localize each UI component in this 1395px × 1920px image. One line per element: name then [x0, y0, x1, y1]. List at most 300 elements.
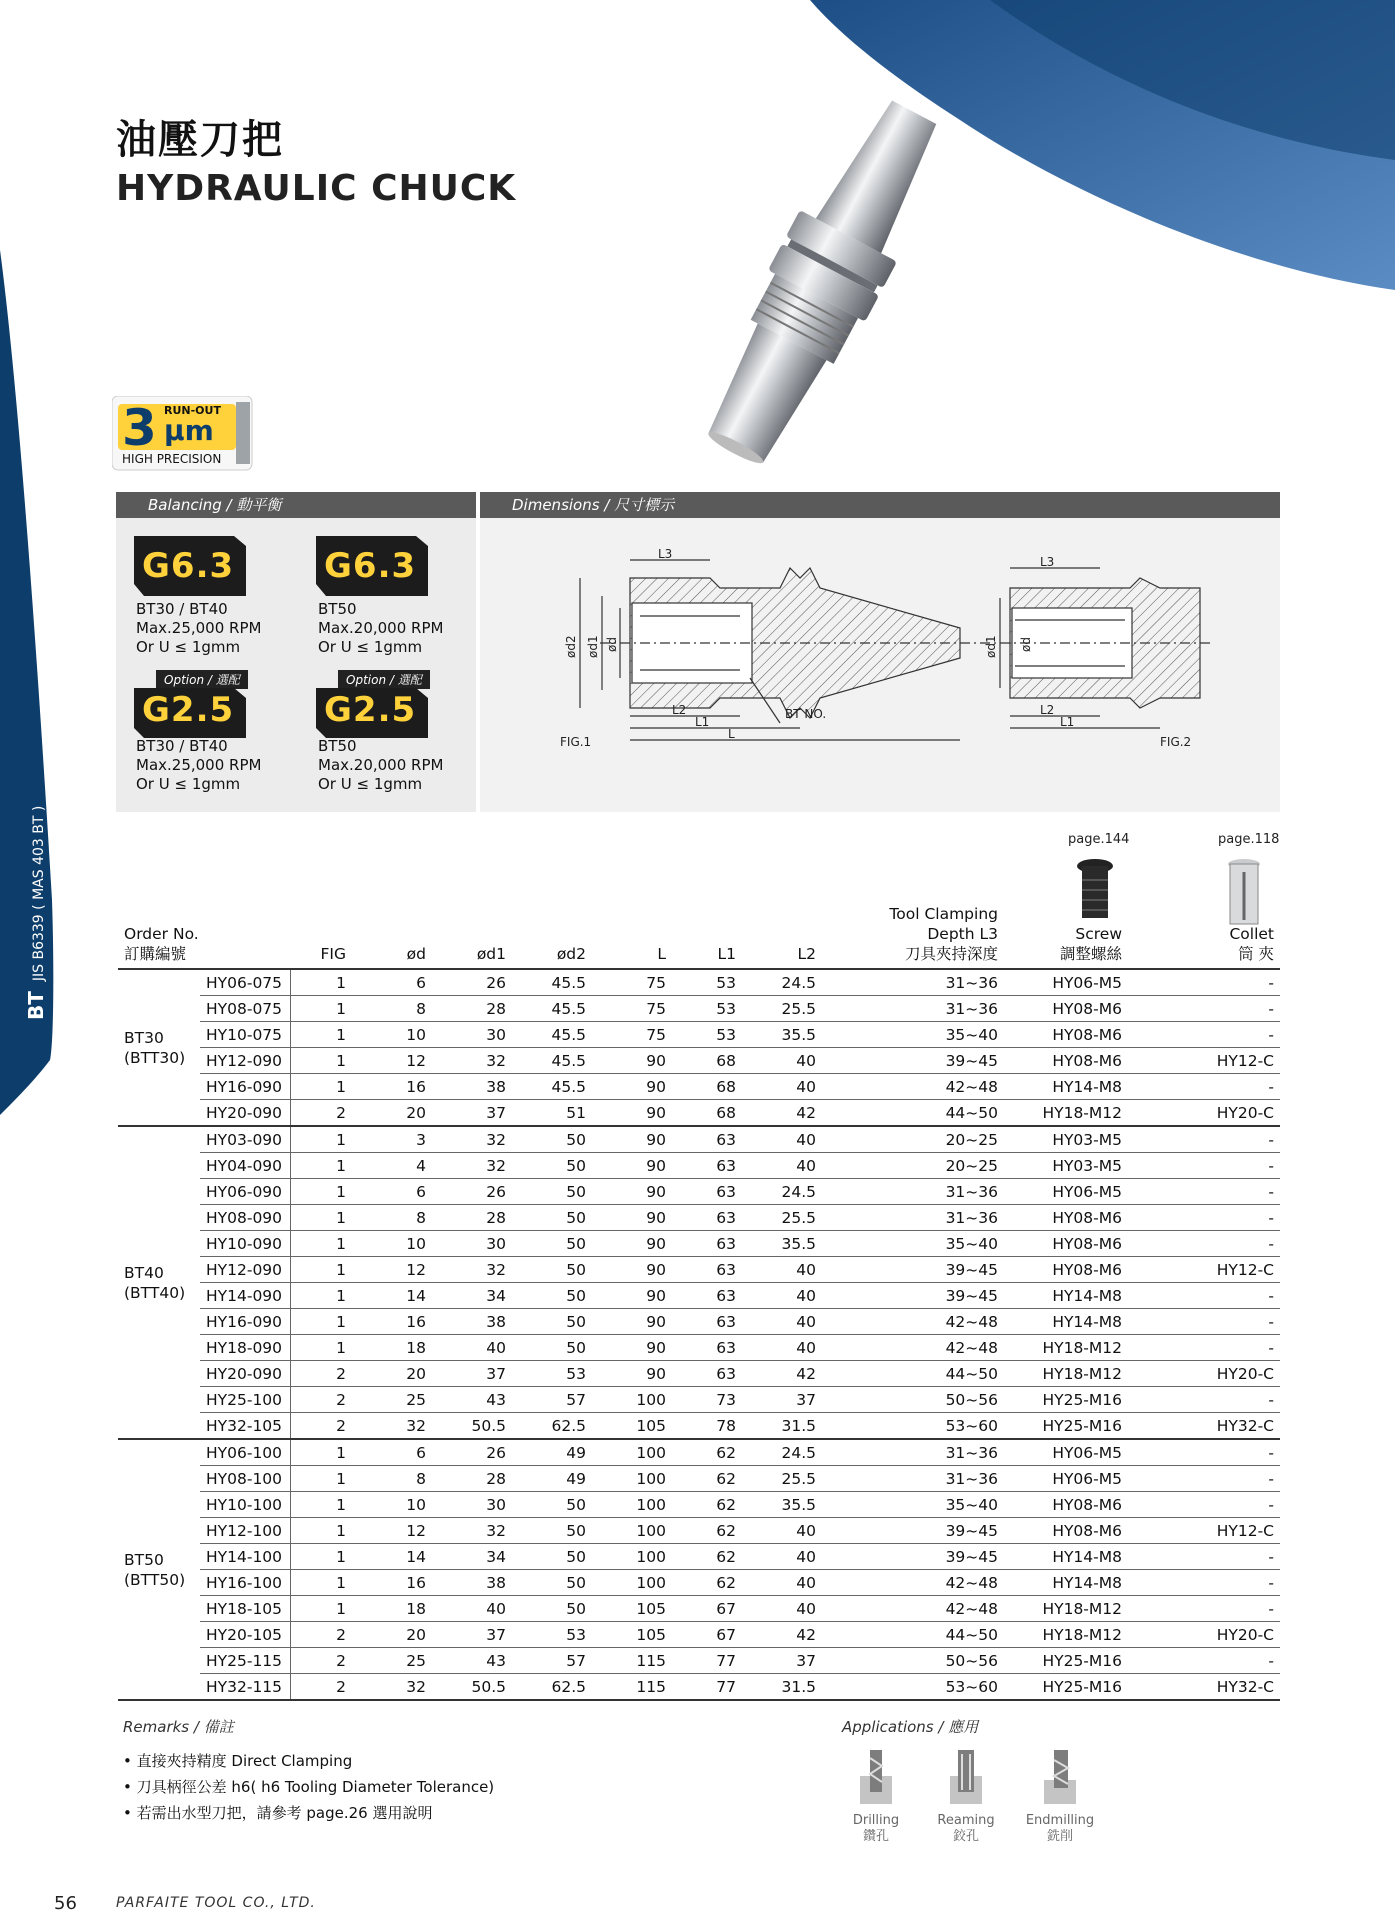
cell-l1: 62: [672, 1544, 742, 1570]
cell-l: 100: [592, 1387, 672, 1413]
cell-screw: HY25-M16: [1004, 1648, 1128, 1674]
cell-l: 90: [592, 1231, 672, 1257]
cell-collet: -: [1128, 1022, 1280, 1048]
label-od: ød: [605, 637, 619, 652]
cell-fig: 1: [290, 1179, 352, 1205]
header-depth-zh: 刀具夾持深度: [904, 945, 998, 963]
cell-l: 100: [592, 1439, 672, 1466]
label-fig2: FIG.2: [1160, 735, 1192, 749]
cell-clamping-depth: 20~25: [822, 1153, 1004, 1179]
cell-collet: -: [1128, 1205, 1280, 1231]
cell-od2: 50: [512, 1283, 592, 1309]
cell-order-no: HY18-090: [200, 1335, 290, 1361]
table-row: [118, 1622, 1280, 1648]
series-alt-name: (BTT30): [124, 1048, 186, 1067]
cell-l2: 40: [742, 1544, 822, 1570]
cell-od2: 50: [512, 1518, 592, 1544]
cell-fig: 1: [290, 1466, 352, 1492]
cell-l1: 63: [672, 1361, 742, 1387]
cell-order-no: HY20-090: [200, 1361, 290, 1387]
cell-l1: 62: [672, 1570, 742, 1596]
cell-l1: 67: [672, 1622, 742, 1648]
cell-od: 16: [352, 1074, 432, 1100]
cell-fig: 1: [290, 1048, 352, 1074]
cell-l: 100: [592, 1466, 672, 1492]
cell-od1: 38: [432, 1570, 512, 1596]
cell-collet: -: [1128, 1153, 1280, 1179]
cell-l: 90: [592, 1179, 672, 1205]
cell-l2: 42: [742, 1622, 822, 1648]
label-fig2-l2: L2: [1040, 703, 1055, 717]
application-label-zh: 鑽孔: [862, 1829, 889, 1844]
cell-clamping-depth: 35~40: [822, 1022, 1004, 1048]
dimension-drawing: [540, 548, 1220, 758]
cell-fig: 2: [290, 1648, 352, 1674]
collet-page-ref: page.118: [1218, 832, 1280, 847]
cell-od1: 50.5: [432, 1674, 512, 1701]
cell-clamping-depth: 42~48: [822, 1596, 1004, 1622]
cell-l: 100: [592, 1518, 672, 1544]
table-row: [118, 996, 1280, 1022]
endmilling-icon: [1040, 1748, 1080, 1808]
balancing-grade: G2.5: [324, 690, 417, 730]
cell-clamping-depth: 50~56: [822, 1648, 1004, 1674]
cell-screw: HY25-M16: [1004, 1413, 1128, 1440]
table-row: [118, 1335, 1280, 1361]
cell-od: 16: [352, 1309, 432, 1335]
cell-collet: -: [1128, 1492, 1280, 1518]
cell-od2: 45.5: [512, 969, 592, 996]
cell-fig: 2: [290, 1100, 352, 1127]
side-tab-series: BT: [24, 991, 48, 1020]
table-row: [118, 1674, 1280, 1701]
cell-order-no: HY14-100: [200, 1544, 290, 1570]
header-l2: L2: [742, 904, 822, 969]
cell-od1: 37: [432, 1100, 512, 1127]
cell-fig: 1: [290, 1283, 352, 1309]
cell-clamping-depth: 31~36: [822, 1205, 1004, 1231]
cell-screw: HY14-M8: [1004, 1074, 1128, 1100]
cell-order-no: HY03-090: [200, 1126, 290, 1153]
cell-l2: 37: [742, 1387, 822, 1413]
cell-fig: 1: [290, 1231, 352, 1257]
cell-screw: HY08-M6: [1004, 1022, 1128, 1048]
application-drilling: [836, 1748, 916, 1845]
cell-collet: -: [1128, 1544, 1280, 1570]
cell-od2: 50: [512, 1179, 592, 1205]
cell-l: 75: [592, 996, 672, 1022]
remark-text: 直接夾持精度 Direct Clamping: [136, 1752, 353, 1770]
spec-line: Max.20,000 RPM: [318, 619, 444, 637]
cell-order-no: HY12-090: [200, 1048, 290, 1074]
spec-line: BT50: [318, 737, 357, 755]
cell-fig: 2: [290, 1387, 352, 1413]
cell-l: 90: [592, 1100, 672, 1127]
application-label-en: Drilling: [852, 1813, 900, 1828]
cell-od1: 43: [432, 1387, 512, 1413]
label-fig2-od1: ød1: [984, 635, 998, 658]
cell-screw: HY08-M6: [1004, 1231, 1128, 1257]
cell-l2: 25.5: [742, 1205, 822, 1231]
cell-od1: 26: [432, 1179, 512, 1205]
cell-l: 90: [592, 1153, 672, 1179]
cell-order-no: HY08-075: [200, 996, 290, 1022]
header-collet-zh: 筒 夾: [1238, 945, 1274, 963]
header-depth-1: Tool Clamping: [889, 905, 998, 923]
balancing-spec: [318, 600, 443, 657]
cell-l1: 63: [672, 1126, 742, 1153]
cell-collet: HY32-C: [1128, 1413, 1280, 1440]
cell-screw: HY14-M8: [1004, 1570, 1128, 1596]
label-l1: L1: [695, 715, 710, 729]
cell-order-no: HY32-105: [200, 1413, 290, 1440]
cell-fig: 1: [290, 1596, 352, 1622]
cell-od: 12: [352, 1048, 432, 1074]
cell-od2: 62.5: [512, 1674, 592, 1701]
cell-fig: 1: [290, 1205, 352, 1231]
cell-collet: -: [1128, 1283, 1280, 1309]
cell-clamping-depth: 42~48: [822, 1074, 1004, 1100]
cell-order-no: HY12-090: [200, 1257, 290, 1283]
cell-od: 8: [352, 996, 432, 1022]
cell-l1: 53: [672, 969, 742, 996]
header-order-zh: 訂購編號: [124, 945, 187, 963]
cell-l2: 25.5: [742, 996, 822, 1022]
runout-unit: μm: [164, 414, 214, 447]
cell-l1: 63: [672, 1257, 742, 1283]
cell-od: 6: [352, 1179, 432, 1205]
cell-l1: 62: [672, 1439, 742, 1466]
cell-order-no: HY06-100: [200, 1439, 290, 1466]
cell-od1: 38: [432, 1309, 512, 1335]
cell-clamping-depth: 35~40: [822, 1492, 1004, 1518]
option-label: Option / 選配: [338, 670, 430, 689]
cell-screw: HY08-M6: [1004, 1048, 1128, 1074]
cell-clamping-depth: 39~45: [822, 1257, 1004, 1283]
table-row: [118, 1648, 1280, 1674]
cell-screw: HY14-M8: [1004, 1309, 1128, 1335]
fig1-outline: [580, 560, 980, 740]
cell-od2: 51: [512, 1100, 592, 1127]
cell-l1: 73: [672, 1387, 742, 1413]
cell-od2: 50: [512, 1257, 592, 1283]
cell-l: 90: [592, 1126, 672, 1153]
balancing-grade-badge: [316, 536, 428, 596]
header-depth-2: Depth L3: [927, 925, 998, 943]
balancing-grade: G6.3: [142, 546, 235, 586]
series-alt-name: (BTT50): [124, 1570, 186, 1589]
balancing-spec: [136, 600, 261, 657]
table-row: [118, 1413, 1280, 1440]
cell-fig: 1: [290, 1335, 352, 1361]
cell-od1: 40: [432, 1596, 512, 1622]
cell-l2: 24.5: [742, 969, 822, 996]
cell-od1: 26: [432, 969, 512, 996]
spec-line: BT30 / BT40: [136, 600, 228, 618]
cell-collet: -: [1128, 1648, 1280, 1674]
cell-l2: 31.5: [742, 1674, 822, 1701]
remarks-title: Remarks / 備註: [123, 1718, 234, 1736]
cell-screw: HY18-M12: [1004, 1335, 1128, 1361]
header-collet: [1128, 904, 1280, 969]
spec-line: Or U ≤ 1gmm: [136, 638, 241, 656]
cell-clamping-depth: 39~45: [822, 1283, 1004, 1309]
runout-value: 3: [122, 399, 157, 457]
cell-order-no: HY10-090: [200, 1231, 290, 1257]
table-body: [118, 969, 1280, 1700]
cell-screw: HY08-M6: [1004, 1257, 1128, 1283]
cell-clamping-depth: 39~45: [822, 1518, 1004, 1544]
cell-l1: 62: [672, 1518, 742, 1544]
cell-l2: 42: [742, 1361, 822, 1387]
cell-l: 100: [592, 1544, 672, 1570]
cell-clamping-depth: 42~48: [822, 1570, 1004, 1596]
cell-od2: 50: [512, 1205, 592, 1231]
cell-l2: 40: [742, 1518, 822, 1544]
cell-collet: HY20-C: [1128, 1622, 1280, 1648]
cell-screw: HY14-M8: [1004, 1544, 1128, 1570]
cell-od1: 50.5: [432, 1413, 512, 1440]
cell-collet: -: [1128, 1335, 1280, 1361]
table-row: [118, 1126, 1280, 1153]
cell-order-no: HY06-090: [200, 1179, 290, 1205]
cell-l2: 40: [742, 1126, 822, 1153]
cell-l1: 68: [672, 1074, 742, 1100]
label-fig2-od: ød: [1019, 637, 1033, 652]
table-row: [118, 1205, 1280, 1231]
cell-l: 105: [592, 1622, 672, 1648]
cell-od: 32: [352, 1413, 432, 1440]
cell-od1: 32: [432, 1126, 512, 1153]
cell-fig: 2: [290, 1674, 352, 1701]
table-row: [118, 1309, 1280, 1335]
cell-od: 20: [352, 1100, 432, 1127]
cell-l2: 35.5: [742, 1022, 822, 1048]
cell-l2: 35.5: [742, 1231, 822, 1257]
cell-screw: HY08-M6: [1004, 1205, 1128, 1231]
cell-od2: 53: [512, 1361, 592, 1387]
cell-od1: 34: [432, 1544, 512, 1570]
table-row: [118, 1231, 1280, 1257]
series-alt-name: (BTT40): [124, 1283, 186, 1302]
cell-od: 14: [352, 1544, 432, 1570]
label-fig2-l1: L1: [1060, 715, 1075, 729]
remark-item: • 刀具柄徑公差 h6( h6 Tooling Diameter Tolerance): [123, 1778, 495, 1796]
cell-od: 12: [352, 1257, 432, 1283]
application-label-en: Reaming: [937, 1813, 995, 1828]
table-row: [118, 1361, 1280, 1387]
cell-order-no: HY06-075: [200, 969, 290, 996]
screw-page-ref: page.144: [1068, 832, 1130, 847]
cell-l: 75: [592, 1022, 672, 1048]
cell-od2: 50: [512, 1153, 592, 1179]
cell-screw: HY08-M6: [1004, 1518, 1128, 1544]
cell-od2: 50: [512, 1335, 592, 1361]
remark-item: • 直接夾持精度 Direct Clamping: [123, 1752, 353, 1770]
cell-clamping-depth: 42~48: [822, 1309, 1004, 1335]
cell-l1: 63: [672, 1283, 742, 1309]
table-row: [118, 1022, 1280, 1048]
cell-clamping-depth: 31~36: [822, 1179, 1004, 1205]
cell-od2: 57: [512, 1387, 592, 1413]
balancing-panel-title: Balancing / 動平衡: [116, 492, 476, 518]
spec-line: BT30 / BT40: [136, 737, 228, 755]
cell-clamping-depth: 44~50: [822, 1622, 1004, 1648]
cell-od2: 50: [512, 1596, 592, 1622]
reaming-icon: [946, 1748, 986, 1808]
cell-order-no: HY16-100: [200, 1570, 290, 1596]
cell-fig: 1: [290, 1153, 352, 1179]
cell-screw: HY18-M12: [1004, 1100, 1128, 1127]
series-name: BT50: [124, 1550, 164, 1569]
cell-l1: 63: [672, 1335, 742, 1361]
cell-screw: HY06-M5: [1004, 1179, 1128, 1205]
cell-clamping-depth: 53~60: [822, 1674, 1004, 1701]
cell-collet: -: [1128, 1179, 1280, 1205]
cell-collet: HY20-C: [1128, 1100, 1280, 1127]
cell-od1: 37: [432, 1361, 512, 1387]
balancing-grade-badge: [134, 536, 246, 596]
cell-clamping-depth: 31~36: [822, 1466, 1004, 1492]
cell-order-no: HY04-090: [200, 1153, 290, 1179]
cell-fig: 1: [290, 1439, 352, 1466]
cell-clamping-depth: 31~36: [822, 969, 1004, 996]
cell-order-no: HY14-090: [200, 1283, 290, 1309]
series-group-label: [118, 1126, 200, 1439]
cell-l: 90: [592, 1283, 672, 1309]
cell-od: 8: [352, 1466, 432, 1492]
cell-l: 105: [592, 1596, 672, 1622]
remark-text: 刀具柄徑公差 h6( h6 Tooling Diameter Tolerance): [136, 1778, 495, 1796]
cell-l: 90: [592, 1257, 672, 1283]
product-table: [118, 904, 1280, 1701]
cell-order-no: HY20-105: [200, 1622, 290, 1648]
header-collet-en: Collet: [1229, 925, 1274, 943]
cell-fig: 2: [290, 1413, 352, 1440]
table-row: [118, 1283, 1280, 1309]
cell-l: 115: [592, 1674, 672, 1701]
cell-l2: 40: [742, 1283, 822, 1309]
cell-l: 90: [592, 1309, 672, 1335]
cell-od2: 49: [512, 1439, 592, 1466]
cell-clamping-depth: 44~50: [822, 1361, 1004, 1387]
cell-clamping-depth: 35~40: [822, 1231, 1004, 1257]
cell-collet: -: [1128, 1126, 1280, 1153]
cell-collet: HY12-C: [1128, 1518, 1280, 1544]
table-row: [118, 1257, 1280, 1283]
cell-l: 100: [592, 1492, 672, 1518]
cell-od: 3: [352, 1126, 432, 1153]
cell-screw: HY18-M12: [1004, 1361, 1128, 1387]
cell-clamping-depth: 20~25: [822, 1126, 1004, 1153]
cell-screw: HY18-M12: [1004, 1622, 1128, 1648]
cell-collet: HY12-C: [1128, 1257, 1280, 1283]
cell-l2: 31.5: [742, 1413, 822, 1440]
cell-od: 16: [352, 1570, 432, 1596]
cell-od: 12: [352, 1518, 432, 1544]
cell-l2: 24.5: [742, 1179, 822, 1205]
cell-screw: HY03-M5: [1004, 1153, 1128, 1179]
cell-od: 6: [352, 1439, 432, 1466]
table-row: [118, 1570, 1280, 1596]
cell-od1: 43: [432, 1648, 512, 1674]
table-row: [118, 1074, 1280, 1100]
cell-od1: 28: [432, 1466, 512, 1492]
cell-l: 90: [592, 1074, 672, 1100]
cell-od: 10: [352, 1231, 432, 1257]
header-fig: FIG: [290, 904, 352, 969]
application-label-zh: 鉸孔: [952, 1829, 979, 1844]
cell-fig: 1: [290, 969, 352, 996]
side-tab: [18, 720, 54, 1020]
cell-od2: 53: [512, 1622, 592, 1648]
label-fig1: FIG.1: [560, 735, 592, 749]
cell-l2: 40: [742, 1257, 822, 1283]
cell-od1: 26: [432, 1439, 512, 1466]
cell-od1: 30: [432, 1022, 512, 1048]
cell-od: 14: [352, 1283, 432, 1309]
cell-collet: -: [1128, 1387, 1280, 1413]
cell-od2: 45.5: [512, 996, 592, 1022]
cell-screw: HY06-M5: [1004, 1466, 1128, 1492]
cell-fig: 1: [290, 1544, 352, 1570]
label-l3: L3: [658, 548, 673, 561]
cell-od2: 45.5: [512, 1048, 592, 1074]
cell-clamping-depth: 31~36: [822, 1439, 1004, 1466]
table-row: [118, 1179, 1280, 1205]
cell-l1: 68: [672, 1048, 742, 1074]
table-row: [118, 1492, 1280, 1518]
cell-collet: -: [1128, 1231, 1280, 1257]
cell-l2: 40: [742, 1309, 822, 1335]
cell-od2: 49: [512, 1466, 592, 1492]
cell-l2: 24.5: [742, 1439, 822, 1466]
cell-l1: 67: [672, 1596, 742, 1622]
cell-l: 90: [592, 1335, 672, 1361]
cell-od: 25: [352, 1387, 432, 1413]
option-label: Option / 選配: [156, 670, 248, 689]
remarks-list: [123, 1748, 494, 1826]
cell-screw: HY06-M5: [1004, 969, 1128, 996]
cell-clamping-depth: 53~60: [822, 1413, 1004, 1440]
cell-fig: 1: [290, 1126, 352, 1153]
label-fig2-l3: L3: [1040, 555, 1055, 569]
page-title-en: HYDRAULIC CHUCK: [116, 168, 517, 209]
cell-od1: 37: [432, 1622, 512, 1648]
header-od1: ød1: [432, 904, 512, 969]
remark-text: 若需出水型刀把，請參考 page.26 選用說明: [136, 1804, 433, 1822]
cell-od2: 50: [512, 1231, 592, 1257]
cell-l1: 77: [672, 1648, 742, 1674]
table-row: [118, 1387, 1280, 1413]
cell-fig: 1: [290, 1570, 352, 1596]
cell-l2: 37: [742, 1648, 822, 1674]
cell-clamping-depth: 31~36: [822, 996, 1004, 1022]
cell-l1: 68: [672, 1100, 742, 1127]
cell-od: 25: [352, 1648, 432, 1674]
cell-l2: 40: [742, 1048, 822, 1074]
cell-screw: HY18-M12: [1004, 1596, 1128, 1622]
cell-collet: -: [1128, 969, 1280, 996]
cell-od2: 50: [512, 1570, 592, 1596]
cell-l1: 53: [672, 996, 742, 1022]
cell-collet: -: [1128, 1074, 1280, 1100]
table-row: [118, 1518, 1280, 1544]
cell-l: 90: [592, 1048, 672, 1074]
cell-l: 90: [592, 1361, 672, 1387]
application-label-en: Endmilling: [1025, 1813, 1095, 1828]
cell-clamping-depth: 39~45: [822, 1048, 1004, 1074]
